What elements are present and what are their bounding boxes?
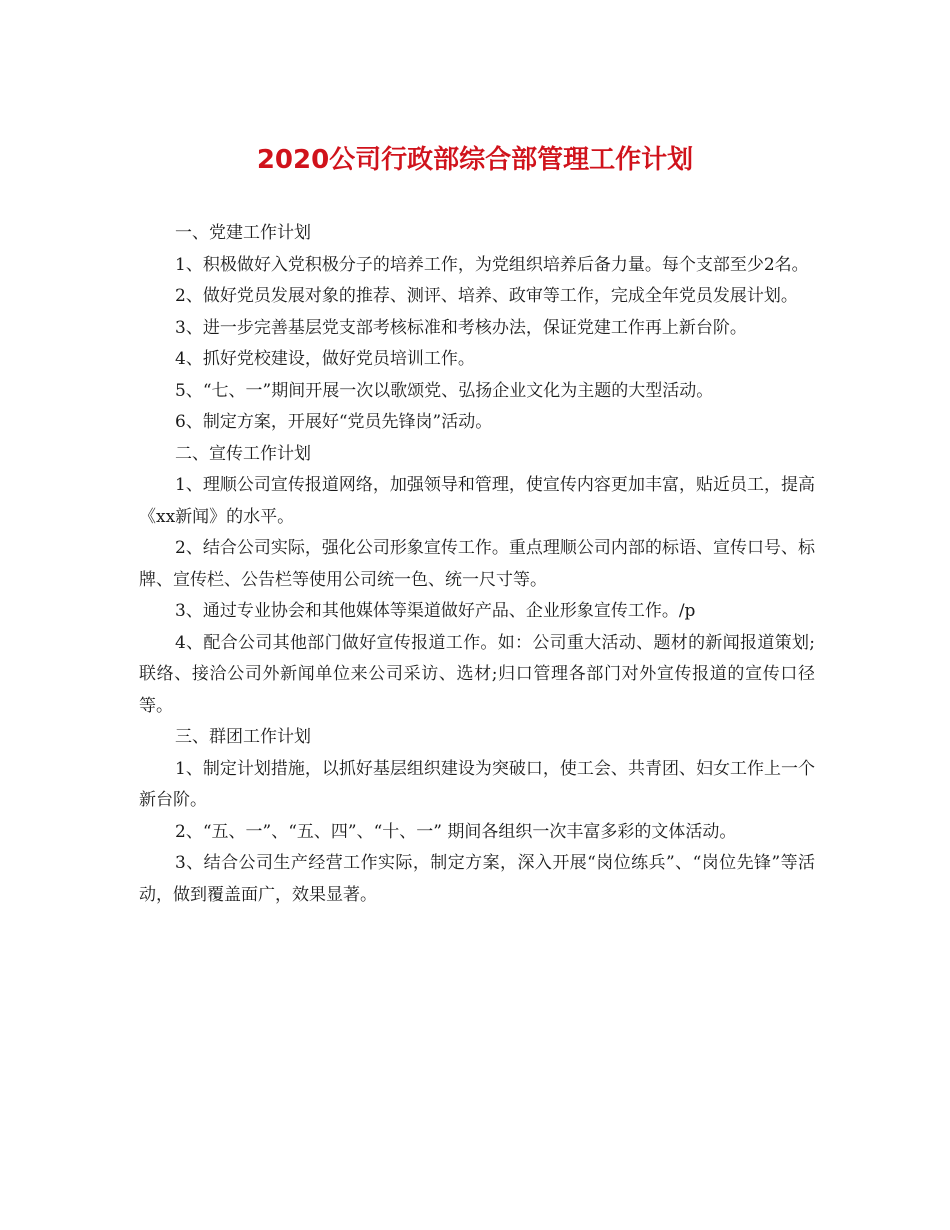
- paragraph: 1、积极做好入党积极分子的培养工作，为党组织培养后备力量。每个支部至少2名。: [175, 254, 809, 275]
- paragraph: 3、进一步完善基层党支部考核标准和考核办法，保证党建工作再上新台阶。: [175, 317, 747, 338]
- document-body: [139, 218, 815, 911]
- paragraph: 3、结合公司生产经营工作实际，制定方案，深入开展“岗位练兵”、“岗位先锋”等活动，做到覆盖面广，效果显著。: [139, 853, 815, 905]
- paragraph: 1、理顺公司宣传报道网络，加强领导和管理，使宣传内容更加丰富，贴近员工，提高《xx新闻》的水平。: [139, 475, 815, 527]
- document-title: 2020公司行政部综合部管理工作计划: [256, 145, 694, 175]
- paragraph: 5、“七、一”期间开展一次以歌颂党、弘扬企业文化为主题的大型活动。: [175, 380, 714, 401]
- paragraph: 2、“五、一”、“五、四”、“十、一” 期间各组织一次丰富多彩的文体活动。: [175, 821, 737, 842]
- paragraph: 4、配合公司其他部门做好宣传报道工作。如：公司重大活动、题材的新闻报道策划;联络、接洽公司外新闻单位来公司采访、选材;归口管理各部门对外宣传报道的宣传口径等。: [139, 632, 815, 716]
- section-heading-party-building: 一、党建工作计划: [175, 223, 311, 243]
- paragraph: 6、制定方案，开展好“党员先锋岗”活动。: [175, 412, 493, 432]
- paragraph: 2、做好党员发展对象的推荐、测评、培养、政审等工作，完成全年党员发展计划。: [175, 286, 798, 306]
- section-heading-publicity: 二、宣传工作计划: [175, 443, 311, 464]
- section-heading-mass-organizations: 三、群团工作计划: [175, 727, 311, 747]
- paragraph: 2、结合公司实际，强化公司形象宣传工作。重点理顺公司内部的标语、宣传口号、标牌、宣传栏、公告栏等使用公司统一色、统一尺寸等。: [139, 538, 815, 590]
- paragraph: 3、通过专业协会和其他媒体等渠道做好产品、企业形象宣传工作。/p: [175, 601, 696, 621]
- paragraph: 4、抓好党校建设，做好党员培训工作。: [175, 349, 475, 369]
- paragraph: 1、制定计划措施，以抓好基层组织建设为突破口，使工会、共青团、妇女工作上一个新台阶。: [139, 758, 815, 810]
